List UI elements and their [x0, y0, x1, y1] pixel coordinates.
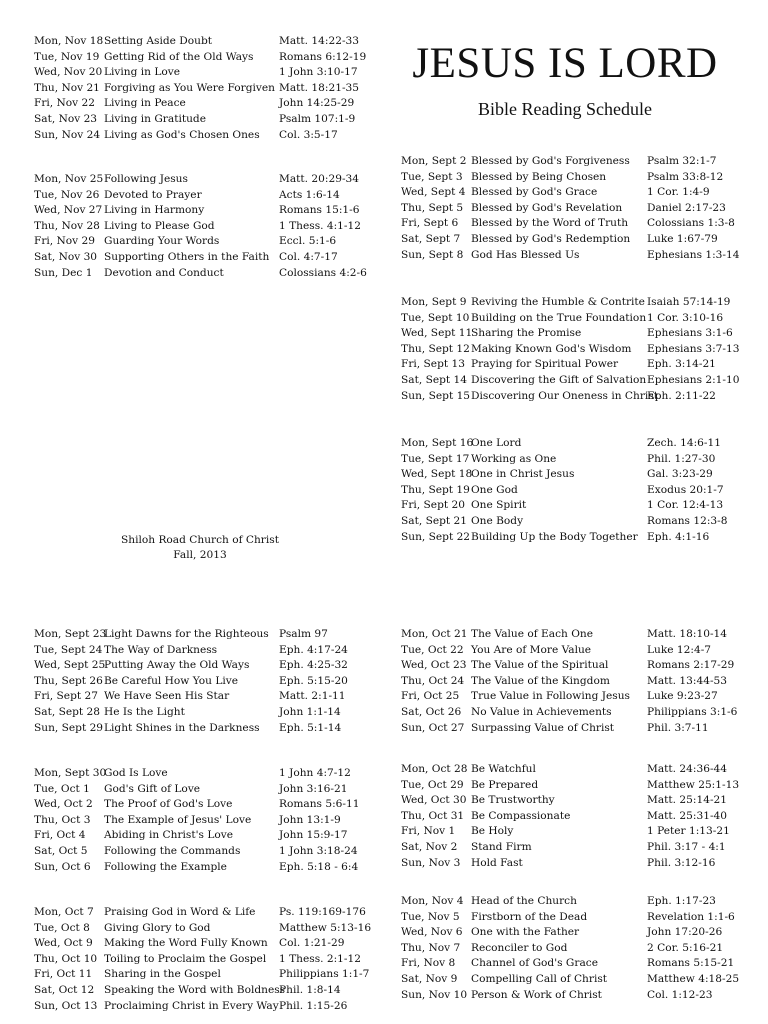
reading-reference: Matt. 14:22-33 — [279, 35, 360, 47]
reading-reference: Colossians 4:2-6 — [279, 266, 367, 279]
reading-date: Sat, Nov 2 — [401, 840, 458, 853]
reading-reference: Eph. 1:17-23 — [647, 895, 716, 907]
church-name: Shiloh Road Church of Christ — [121, 534, 279, 546]
reading-reference: John 13:1-9 — [279, 813, 341, 826]
reading-reference: Eph. 5:15-20 — [279, 674, 348, 687]
reading-date: Fri, Nov 22 — [34, 97, 96, 110]
reading-topic: Giving Glory to God — [104, 921, 211, 934]
reading-date: Wed, Oct 23 — [401, 659, 467, 672]
reading-date: Fri, Nov 8 — [401, 957, 456, 970]
reading-reference: 1 John 3:18-24 — [279, 844, 358, 857]
reading-topic: Living in Harmony — [104, 204, 205, 217]
reading-topic: Working as One — [471, 452, 557, 465]
reading-reference: Ephesians 1:3-14 — [647, 248, 740, 261]
reading-date: Sun, Dec 1 — [34, 266, 93, 279]
reading-topic: Person & Work of Christ — [471, 988, 602, 1001]
reading-reference: Col. 3:5-17 — [279, 128, 338, 141]
reading-topic: Discovering the Gift of Salvation — [471, 373, 647, 386]
reading-reference: Phil. 1:27-30 — [647, 452, 716, 465]
reading-date: Sat, Sept 21 — [401, 514, 467, 527]
reading-topic: Speaking the Word with Boldness — [104, 983, 286, 996]
reading-topic: One Body — [471, 514, 524, 527]
reading-reference: Matt. 18:10-14 — [647, 628, 728, 640]
reading-topic: Compelling Call of Christ — [471, 972, 608, 985]
reading-date: Fri, Nov 29 — [34, 235, 96, 248]
reading-topic: Sharing the Promise — [471, 327, 582, 340]
reading-date: Wed, Oct 30 — [401, 794, 467, 807]
reading-reference: Phil. 1:15-26 — [279, 999, 348, 1012]
reading-reference: Phil. 3:7-11 — [647, 721, 709, 734]
reading-reference: 1 Thess. 2:1-12 — [279, 952, 361, 965]
reading-reference: Eph. 2:11-22 — [647, 389, 716, 402]
reading-date: Mon, Oct 28 — [401, 763, 468, 775]
reading-date: Thu, Nov 7 — [401, 941, 461, 954]
reading-reference: Phil. 3:17 - 4:1 — [647, 840, 726, 853]
reading-topic: Be Compassionate — [471, 809, 571, 822]
reading-topic: Living in Love — [104, 66, 181, 79]
reading-date: Fri, Oct 4 — [34, 829, 86, 842]
reading-reference: Matt. 2:1-11 — [279, 690, 346, 703]
reading-date: Tue, Oct 29 — [401, 778, 464, 791]
reading-date: Thu, Oct 31 — [401, 809, 465, 822]
reading-date: Fri, Sept 6 — [401, 217, 459, 230]
reading-topic: One Lord — [471, 437, 522, 449]
reading-reference: Matt. 18:21-35 — [279, 81, 360, 94]
reading-reference: Psalm 97 — [279, 628, 328, 640]
reading-date: Mon, Sept 9 — [401, 296, 467, 308]
reading-reference: Ephesians 3:7-13 — [647, 342, 740, 355]
page-title: JESUS IS LORD — [412, 40, 718, 87]
reading-reference: Gal. 3:23-29 — [647, 468, 713, 481]
reading-date: Thu, Sept 5 — [401, 201, 464, 214]
reading-topic: Setting Aside Doubt — [104, 35, 213, 47]
reading-topic: Living to Please God — [104, 219, 215, 232]
reading-topic: Be Careful How You Live — [104, 674, 239, 687]
reading-reference: Eccl. 5:1-6 — [279, 235, 337, 248]
reading-date: Fri, Nov 1 — [401, 825, 456, 838]
reading-topic: Supporting Others in the Faith — [104, 250, 270, 263]
reading-topic: One God — [471, 483, 518, 496]
reading-reference: 1 Cor. 12:4-13 — [647, 499, 724, 512]
reading-date: Mon, Oct 21 — [401, 628, 468, 640]
reading-reference: Matt. 13:44-53 — [647, 674, 728, 687]
reading-reference: Matt. 20:29-34 — [279, 173, 360, 185]
reading-date: Fri, Sept 20 — [401, 499, 465, 512]
reading-topic: The Value of the Kingdom — [471, 674, 610, 687]
reading-reference: Luke 1:67-79 — [647, 232, 718, 245]
reading-date: Sun, Oct 13 — [34, 999, 98, 1012]
reading-topic: Surpassing Value of Christ — [471, 721, 615, 734]
reading-date: Thu, Oct 24 — [401, 674, 465, 687]
reading-topic: No Value in Achievements — [471, 705, 612, 718]
reading-reference: Col. 4:7-17 — [279, 250, 338, 263]
reading-reference: Matt. 25:31-40 — [647, 809, 728, 822]
reading-topic: Building on the True Foundation — [471, 311, 647, 324]
reading-date: Sun, Oct 6 — [34, 860, 91, 873]
reading-topic: Head of the Church — [471, 895, 577, 907]
reading-topic: Firstborn of the Dead — [471, 910, 588, 923]
reading-topic: The Value of the Spiritual — [471, 659, 609, 672]
reading-reference: Psalm 33:8-12 — [647, 170, 724, 183]
reading-reference: John 17:20-26 — [647, 926, 723, 939]
reading-date: Tue, Sept 10 — [401, 311, 470, 324]
reading-reference: Psalm 107:1-9 — [279, 112, 356, 125]
reading-topic: Stand Firm — [471, 840, 532, 853]
reading-reference: Matt. 25:14-21 — [647, 794, 728, 807]
reading-reference: Psalm 32:1-7 — [647, 155, 717, 167]
reading-date: Wed, Sept 11 — [401, 327, 473, 340]
reading-date: Thu, Oct 10 — [34, 952, 98, 965]
reading-date: Sat, Nov 23 — [34, 112, 98, 125]
reading-reference: 1 John 4:7-12 — [279, 767, 351, 779]
reading-topic: Discovering Our Oneness in Christ — [471, 389, 659, 402]
reading-reference: Philippians 3:1-6 — [647, 705, 738, 718]
reading-reference: Ephesians 3:1-6 — [647, 327, 733, 340]
reading-date: Wed, Nov 27 — [34, 204, 103, 217]
reading-reference: Col. 1:12-23 — [647, 988, 713, 1001]
reading-reference: John 15:9-17 — [279, 829, 348, 842]
church-info — [70, 533, 330, 563]
reading-reference: John 1:1-14 — [279, 705, 341, 718]
reading-topic: Praising God in Word & Life — [104, 906, 256, 918]
reading-date: Tue, Oct 22 — [401, 643, 464, 656]
reading-date: Sun, Nov 3 — [401, 856, 461, 869]
reading-date: Mon, Sept 23 — [34, 628, 107, 640]
reading-date: Sat, Sept 14 — [401, 373, 467, 386]
reading-reference: Philippians 1:1-7 — [279, 968, 370, 981]
reading-topic: Proclaiming Christ in Every Way — [104, 999, 279, 1012]
reading-reference: Zech. 14:6-11 — [647, 437, 721, 449]
reading-topic: You Are of More Value — [471, 643, 592, 656]
reading-date: Sun, Sept 15 — [401, 389, 471, 402]
reading-date: Tue, Nov 19 — [34, 50, 100, 63]
reading-topic: Channel of God's Grace — [471, 957, 598, 970]
reading-topic: Abiding in Christ's Love — [104, 829, 233, 842]
reading-topic: Devotion and Conduct — [104, 266, 224, 279]
reading-date: Mon, Sept 2 — [401, 155, 467, 167]
reading-date: Tue, Oct 1 — [34, 782, 90, 795]
reading-topic: Guarding Your Words — [104, 235, 220, 248]
reading-date: Thu, Nov 28 — [34, 219, 100, 232]
reading-date: Wed, Sept 25 — [34, 659, 106, 672]
reading-reference: Revelation 1:1-6 — [647, 910, 735, 923]
reading-topic: One Spirit — [471, 499, 527, 512]
reading-reference: Eph. 5:1-14 — [279, 721, 342, 734]
reading-topic: Making Known God's Wisdom — [471, 342, 632, 355]
reading-topic: We Have Seen His Star — [104, 690, 230, 703]
reading-topic: Following Jesus — [104, 173, 188, 185]
reading-date: Sat, Oct 12 — [34, 983, 95, 996]
reading-reference: 1 Thess. 4:1-12 — [279, 219, 361, 232]
reading-reference: Romans 5:6-11 — [279, 798, 360, 811]
reading-date: Thu, Nov 21 — [34, 81, 100, 94]
reading-topic: Living in Gratitude — [104, 112, 206, 125]
reading-date: Wed, Sept 4 — [401, 186, 466, 199]
reading-topic: Be Holy — [471, 825, 514, 838]
reading-date: Mon, Nov 25 — [34, 173, 104, 185]
reading-topic: Blessed by God's Revelation — [471, 201, 623, 214]
reading-topic: One with the Father — [471, 926, 580, 939]
reading-reference: Romans 5:15-21 — [647, 957, 735, 970]
reading-reference: 1 Cor. 3:10-16 — [647, 311, 724, 324]
reading-reference: John 14:25-29 — [279, 97, 355, 110]
reading-date: Thu, Sept 19 — [401, 483, 470, 496]
reading-reference: Eph. 4:1-16 — [647, 530, 710, 543]
reading-topic: Blessed by God's Forgiveness — [471, 155, 630, 167]
reading-reference: Matt. 24:36-44 — [647, 763, 728, 775]
reading-date: Tue, Sept 17 — [401, 452, 470, 465]
reading-date: Sat, Oct 26 — [401, 705, 462, 718]
reading-date: Mon, Oct 7 — [34, 906, 94, 918]
reading-date: Sat, Nov 30 — [34, 250, 98, 263]
reading-date: Sun, Sept 22 — [401, 530, 471, 543]
reading-topic: The Value of Each One — [471, 628, 593, 640]
reading-date: Sat, Nov 9 — [401, 972, 458, 985]
reading-reference: Matthew 5:13-16 — [279, 921, 372, 934]
reading-reference: Romans 12:3-8 — [647, 514, 728, 527]
reading-reference: Ps. 119:169-176 — [279, 906, 366, 918]
reading-date: Sun, Nov 10 — [401, 988, 468, 1001]
church-term: Fall, 2013 — [173, 549, 227, 561]
reading-reference: Phil. 3:12-16 — [647, 856, 716, 869]
reading-date: Fri, Sept 27 — [34, 690, 98, 703]
reading-topic: Be Trustworthy — [471, 794, 555, 807]
reading-date: Sun, Sept 8 — [401, 248, 464, 261]
reading-topic: Toiling to Proclaim the Gospel — [104, 952, 267, 965]
reading-topic: True Value in Following Jesus — [471, 690, 630, 703]
reading-date: Tue, Nov 26 — [34, 188, 100, 201]
reading-topic: God Has Blessed Us — [471, 248, 580, 261]
reading-reference: Matthew 4:18-25 — [647, 972, 740, 985]
reading-reference: Col. 1:21-29 — [279, 937, 345, 950]
reading-topic: Reconciler to God — [471, 941, 568, 954]
reading-topic: Living in Peace — [104, 97, 186, 110]
reading-topic: Devoted to Prayer — [104, 188, 202, 201]
reading-date: Mon, Nov 4 — [401, 895, 464, 907]
reading-date: Fri, Oct 11 — [34, 968, 93, 981]
reading-reference: Exodus 20:1-7 — [647, 483, 724, 496]
reading-date: Sun, Sept 29 — [34, 721, 104, 734]
reading-date: Wed, Oct 2 — [34, 798, 93, 811]
reading-date: Wed, Sept 18 — [401, 468, 473, 481]
reading-topic: Light Dawns for the Righteous — [104, 628, 269, 640]
reading-date: Thu, Sept 26 — [34, 674, 103, 687]
reading-reference: Luke 12:4-7 — [647, 643, 712, 656]
reading-topic: Building Up the Body Together — [471, 530, 638, 543]
reading-reference: Romans 15:1-6 — [279, 204, 360, 217]
reading-date: Tue, Sept 3 — [401, 170, 463, 183]
reading-date: Sat, Sept 28 — [34, 705, 100, 718]
reading-date: Tue, Nov 5 — [401, 910, 460, 923]
reading-topic: Light Shines in the Darkness — [104, 721, 260, 734]
reading-date: Mon, Nov 18 — [34, 35, 104, 47]
reading-date: Fri, Oct 25 — [401, 690, 460, 703]
reading-topic: He Is the Light — [104, 705, 185, 718]
reading-date: Wed, Nov 20 — [34, 66, 103, 79]
reading-reference: Romans 2:17-29 — [647, 659, 735, 672]
reading-date: Tue, Oct 8 — [34, 921, 90, 934]
reading-date: Sat, Oct 5 — [34, 844, 88, 857]
reading-reference: Phil. 1:8-14 — [279, 983, 341, 996]
reading-date: Sun, Nov 24 — [34, 128, 101, 141]
reading-topic: Blessed by God's Redemption — [471, 232, 631, 245]
reading-topic: God Is Love — [104, 767, 168, 779]
reading-topic: Making the Word Fully Known — [104, 937, 268, 950]
reading-reference: Eph. 5:18 - 6:4 — [279, 860, 359, 873]
reading-date: Wed, Nov 6 — [401, 926, 463, 939]
reading-topic: Blessed by Being Chosen — [471, 170, 607, 183]
reading-topic: Blessed by God's Grace — [471, 186, 598, 199]
reading-topic: Sharing in the Gospel — [104, 968, 221, 981]
reading-reference: Ephesians 2:1-10 — [647, 373, 740, 386]
reading-reference: Eph. 4:17-24 — [279, 643, 348, 656]
reading-reference: Daniel 2:17-23 — [647, 201, 726, 214]
reading-reference: Eph. 3:14-21 — [647, 358, 716, 371]
reading-date: Fri, Sept 13 — [401, 358, 465, 371]
reading-reference: Romans 6:12-19 — [279, 50, 367, 63]
reading-topic: Be Prepared — [471, 778, 539, 791]
reading-reference: Luke 9:23-27 — [647, 690, 718, 703]
reading-topic: Following the Commands — [104, 844, 241, 857]
reading-date: Thu, Sept 12 — [401, 342, 470, 355]
reading-reference: 1 John 3:10-17 — [279, 66, 358, 79]
reading-topic: Forgiving as You Were Forgiven — [104, 81, 275, 94]
reading-topic: The Way of Darkness — [104, 643, 218, 656]
reading-topic: One in Christ Jesus — [471, 468, 575, 481]
reading-date: Wed, Oct 9 — [34, 937, 93, 950]
reading-topic: God's Gift of Love — [104, 782, 201, 795]
reading-date: Mon, Sept 30 — [34, 767, 107, 779]
reading-reference: 2 Cor. 5:16-21 — [647, 941, 724, 954]
reading-date: Tue, Sept 24 — [34, 643, 103, 656]
reading-topic: Blessed by the Word of Truth — [471, 217, 629, 230]
reading-topic: The Proof of God's Love — [104, 798, 233, 811]
reading-reference: 1 Peter 1:13-21 — [647, 825, 730, 838]
reading-reference: Acts 1:6-14 — [279, 188, 340, 201]
reading-topic: Hold Fast — [471, 856, 523, 869]
reading-topic: The Example of Jesus' Love — [104, 813, 252, 826]
reading-reference: Eph. 4:25-32 — [279, 659, 348, 672]
reading-date: Sun, Oct 27 — [401, 721, 465, 734]
reading-topic: Following the Example — [104, 860, 227, 873]
reading-topic: Living as God's Chosen Ones — [104, 128, 260, 141]
page-subtitle: Bible Reading Schedule — [478, 99, 652, 119]
reading-reference: 1 Cor. 1:4-9 — [647, 186, 710, 199]
reading-topic: Praying for Spiritual Power — [471, 358, 619, 371]
reading-date: Thu, Oct 3 — [34, 813, 91, 826]
reading-topic: Getting Rid of the Old Ways — [104, 50, 254, 63]
reading-topic: Reviving the Humble & Contrite — [471, 296, 645, 308]
reading-reference: Colossians 1:3-8 — [647, 217, 735, 230]
reading-reference: Matthew 25:1-13 — [647, 778, 740, 791]
reading-topic: Putting Away the Old Ways — [104, 659, 250, 672]
reading-reference: John 3:16-21 — [279, 782, 348, 795]
reading-reference: Isaiah 57:14-19 — [647, 296, 731, 308]
reading-topic: Be Watchful — [471, 763, 536, 775]
reading-date: Sat, Sept 7 — [401, 232, 461, 245]
reading-date: Mon, Sept 16 — [401, 437, 474, 449]
